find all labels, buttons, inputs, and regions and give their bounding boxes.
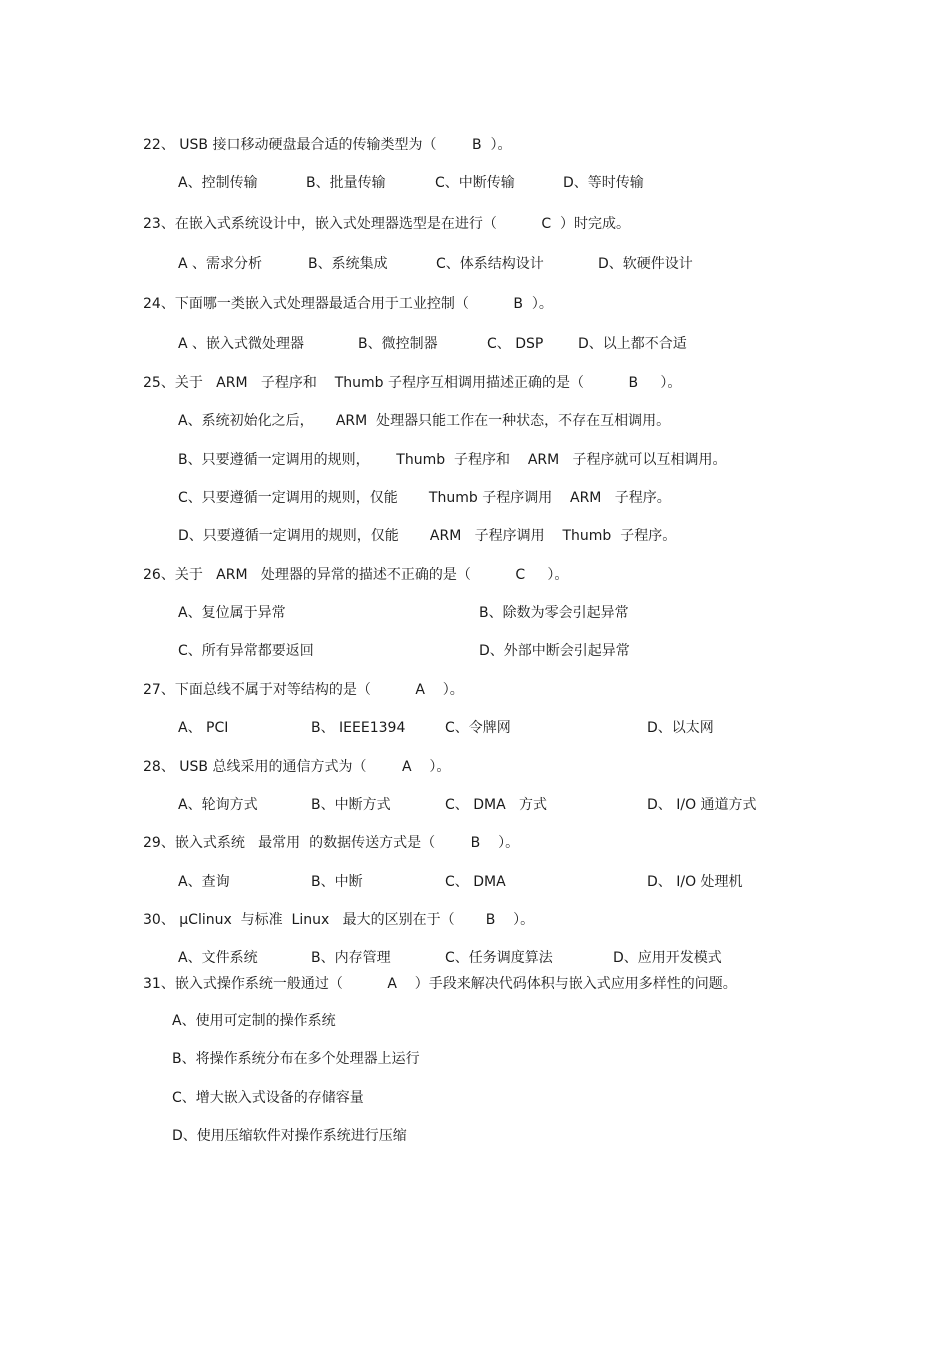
question-28-stem: 28、 USB 总线采用的通信方式为（ A ）。 xyxy=(143,759,451,775)
question-26-option-c: C、所有异常都要返回 xyxy=(178,643,314,659)
question-28-option-b: B、中断方式 xyxy=(311,797,391,813)
question-22-option-c: C、中断传输 xyxy=(435,175,515,191)
question-29-option-c: C、 DMA xyxy=(445,874,506,890)
question-26-option-d: D、外部中断会引起异常 xyxy=(479,643,630,659)
question-26-stem: 26、关于 ARM 处理器的异常的描述不正确的是（ C ）。 xyxy=(143,567,569,583)
question-29-stem: 29、嵌入式系统 最常用 的数据传送方式是（ B ）。 xyxy=(143,835,520,851)
question-27-option-d: D、以太网 xyxy=(647,720,714,736)
question-23-option-c: C、体系结构设计 xyxy=(436,256,544,272)
question-22-option-a: A、控制传输 xyxy=(178,175,258,191)
question-31-option-d: D、使用压缩软件对操作系统进行压缩 xyxy=(172,1128,407,1144)
question-31-option-b: B、将操作系统分布在多个处理器上运行 xyxy=(172,1051,420,1067)
question-22-option-b: B、批量传输 xyxy=(306,175,386,191)
question-30-stem: 30、 μClinux 与标准 Linux 最大的区别在于（ B ）。 xyxy=(143,912,535,928)
question-22-option-d: D、等时传输 xyxy=(563,175,644,191)
question-31-option-c: C、增大嵌入式设备的存储容量 xyxy=(172,1090,364,1106)
question-24-option-a: A 、嵌入式微处理器 xyxy=(178,336,305,352)
question-30-option-a: A、文件系统 xyxy=(178,950,258,966)
question-25-stem: 25、关于 ARM 子程序和 Thumb 子程序互相调用描述正确的是（ B ）。 xyxy=(143,375,682,391)
question-23-stem: 23、在嵌入式系统设计中，嵌入式处理器选型是在进行（ C ）时完成。 xyxy=(143,216,630,232)
question-27-option-b: B、 IEEE1394 xyxy=(311,720,406,736)
question-29-option-b: B、中断 xyxy=(311,874,363,890)
question-26-option-a: A、复位属于异常 xyxy=(178,605,286,621)
question-25-option-c: C、只要遵循一定调用的规则，仅能 Thumb 子程序调用 ARM 子程序。 xyxy=(178,490,671,506)
question-25-option-b: B、只要遵循一定调用的规则， Thumb 子程序和 ARM 子程序就可以互相调用。 xyxy=(178,452,727,468)
question-25-option-d: D、只要遵循一定调用的规则，仅能 ARM 子程序调用 Thumb 子程序。 xyxy=(178,528,677,544)
question-30-option-c: C、任务调度算法 xyxy=(445,950,553,966)
question-22-stem: 22、 USB 接口移动硬盘最合适的传输类型为（ B ）。 xyxy=(143,137,512,153)
question-30-option-d: D、应用开发模式 xyxy=(613,950,722,966)
question-28-option-c: C、 DMA 方式 xyxy=(445,797,548,813)
question-24-option-b: B、微控制器 xyxy=(358,336,438,352)
question-24-stem: 24、下面哪一类嵌入式处理器最适合用于工业控制（ B ）。 xyxy=(143,296,553,312)
question-27-option-a: A、 PCI xyxy=(178,720,229,736)
question-30-option-b: B、内存管理 xyxy=(311,950,391,966)
question-29-option-d: D、 I/O 处理机 xyxy=(647,874,743,890)
question-31-stem: 31、嵌入式操作系统一般通过（ A ）手段来解决代码体积与嵌入式应用多样性的问题。 xyxy=(143,976,737,992)
question-27-option-c: C、令牌网 xyxy=(445,720,511,736)
question-24-option-c: C、 DSP xyxy=(487,336,544,352)
question-23-option-b: B、系统集成 xyxy=(308,256,388,272)
question-28-option-a: A、轮询方式 xyxy=(178,797,258,813)
question-23-option-d: D、软硬件设计 xyxy=(598,256,693,272)
question-25-option-a: A、系统初始化之后， ARM 处理器只能工作在一种状态，不存在互相调用。 xyxy=(178,413,671,429)
question-29-option-a: A、查询 xyxy=(178,874,230,890)
question-28-option-d: D、 I/O 通道方式 xyxy=(647,797,757,813)
question-27-stem: 27、下面总线不属于对等结构的是（ A ）。 xyxy=(143,682,464,698)
question-31-option-a: A、使用可定制的操作系统 xyxy=(172,1013,336,1029)
question-24-option-d: D、以上都不合适 xyxy=(578,336,687,352)
question-23-option-a: A 、需求分析 xyxy=(178,256,263,272)
question-26-option-b: B、除数为零会引起异常 xyxy=(479,605,629,621)
